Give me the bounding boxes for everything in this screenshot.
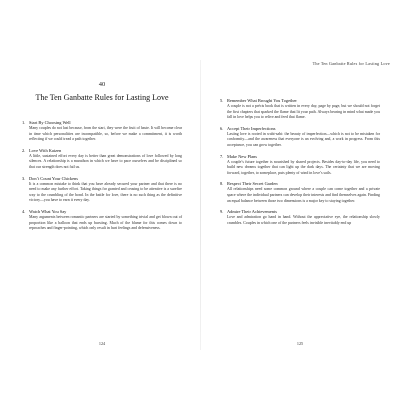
rule-title: Respect Their Secret Garden [227,181,278,187]
rule-title: Watch What You Say [29,208,67,214]
rule-item [220,98,380,121]
rule-title: Admire Their Achievements [227,209,277,215]
rule-body: A little, sustained effort every day is better than great demonstrations of love followed by long silences. A relationship is a marathon in which we have to pace ourselves and be disciplined so that our strength does not fail us. [29,153,182,169]
rules-list-right [220,98,380,231]
rule-title: Love With Kaizen [29,147,62,153]
right-page [206,60,394,350]
rule-body: Love and admiration go hand in hand. Without the appreciative eye, the relationship slowly crumbles. Couples in which one of the partners feels invisible inevitably end up [227,215,380,225]
rule-item [22,120,182,143]
rule-number: 7. [220,153,224,159]
chapter-title: The Ten Ganbatte Rules for Lasting Love [35,93,169,102]
rule-body: It is a common mistake to think that you have already secured your partner and that there is no need to make any further effort. Taking things for granted and ceasing to be attentive is a surefire way to the crumbling of the bond. In the battle for love, there is no such thing as the definitive victory—you have to earn it every day. [29,181,182,203]
rule-title: Remember What Brought You Together [227,98,297,103]
rule-body: Many couples do not last because, from the start, they were the fruit of haste. It will become clear in time which personalities are incompatible, so, before we make a commitment, it is worth reflecting if we could tread a path together. [29,126,182,142]
rule-title: Make New Plans [227,153,257,159]
rule-number: 8. [220,181,224,187]
book-spine [200,60,201,350]
rule-number: 9. [220,209,224,215]
page-number-right: 125 [296,341,304,346]
rule-number: 5. [220,98,224,103]
rule-number: 4. [22,208,26,214]
rule-item [220,209,380,226]
rule-number: 6. [220,125,224,131]
rule-item [220,181,380,204]
rule-body: A couple is not a précis book that is written in every day, page by page, but we should not forget the first chapters that sparked the flame that lit your path. Always bearing in mind what made you fall in love helps you to relive and feed that flame. [227,104,380,120]
rule-item [22,209,182,232]
rule-title: Start By Choosing Well [29,120,71,125]
rule-item [220,126,380,149]
rule-item [220,154,380,177]
page-number-left: 124 [98,341,106,346]
running-head: The Ten Ganbatte Rules for Lasting Love [312,61,390,66]
rule-item [22,148,182,171]
left-page [8,60,196,350]
rule-title: Don’t Count Your Chickens [29,175,78,181]
rule-body: A couple’s future together is nourished by shared projects. Besides day-to-day life, you need to build new dreams together that can light up the dark days. The certainty that we are moving forward, together, to someplace, puts plenty of wind in love’s sails. [227,159,380,175]
rule-number: 2. [22,147,26,153]
rule-title: Accept Their Imperfections [227,125,276,131]
rule-number: 1. [22,120,26,125]
rule-number: 3. [22,175,26,181]
rule-body: All relationships need some common ground where a couple can come together and a private space where the individual partners can develop their interests and find themselves again. Finding an equal balance between those two dimensions is a major key to staying together. [227,187,380,203]
rules-list-left [22,120,182,237]
rule-body: Many arguments between romantic partners are started by something trivial and get blown out of proportion like a balloon that ends up bursting. Much of the blame for this comes down to reproaches and finger-pointing, which only result in hurt feelings and defensiveness. [29,214,182,231]
rule-item [22,176,182,204]
chapter-number: 40 [98,81,106,88]
rule-body: Lasting love is rooted in wabi-sabi: the beauty of imperfection—which is not to be mistaken for conformity—and the awareness that everyone is an evolving and, a work in progress. From this acceptance, you can grow together. [227,131,380,147]
